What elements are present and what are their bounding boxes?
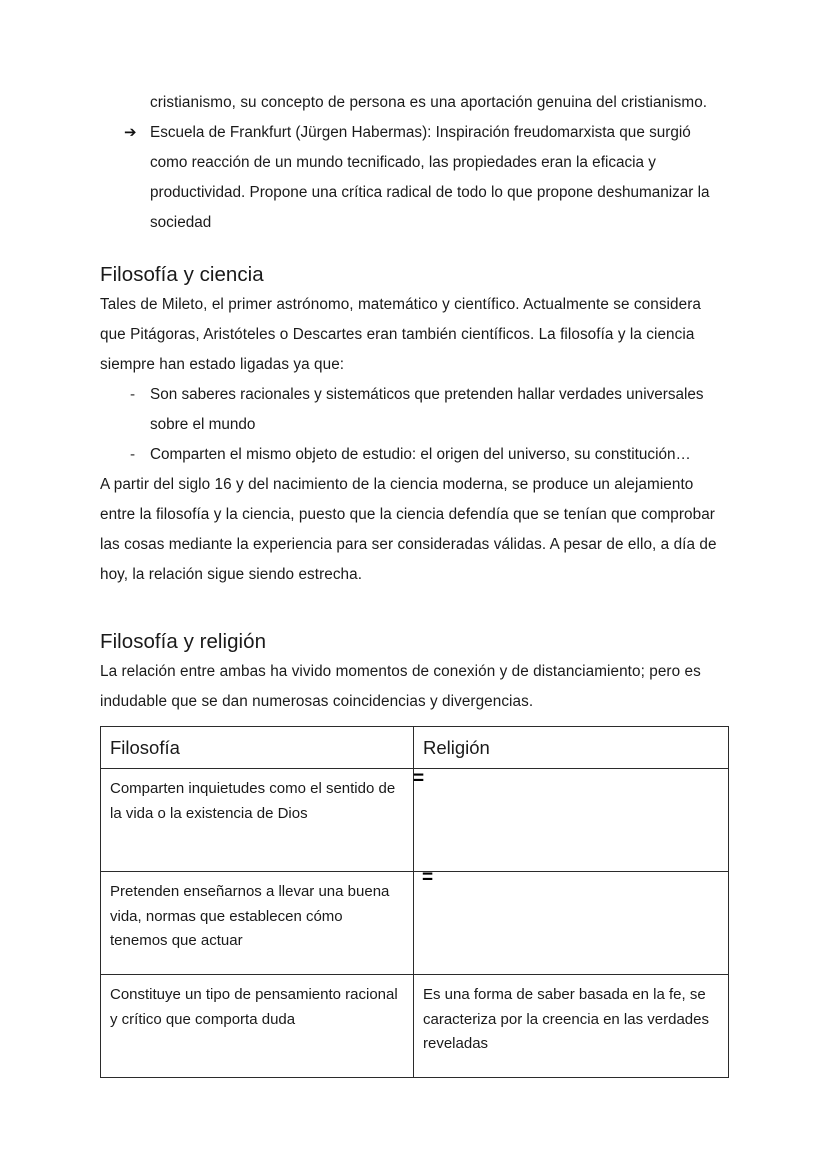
table-header-religion: Religión [414, 727, 729, 769]
cell-religion: Es una forma de saber basada en la fe, se caracteriza por la creencia en las verdades reveladas [414, 975, 729, 1078]
dash-bullet-icon: - [130, 446, 136, 463]
comparison-table [100, 726, 729, 1078]
list-item [100, 380, 728, 440]
document-content [100, 88, 728, 1078]
ciencia-outro-paragraph: A partir del siglo 16 y del nacimiento de la ciencia moderna, se produce un alejamiento entre la filosofía y la ciencia, puesto que la ciencia defendía que se tenían que comprobar las cosas mediante la experiencia para ser consideradas válidas. A pesar de ello, a día de hoy, la relación sigue siendo estrecha. [100, 476, 717, 583]
cell-filosofia: Comparten inquietudes como el sentido de la vida o la existencia de Dios [101, 769, 414, 872]
table-row [101, 872, 729, 975]
table-row [101, 975, 729, 1078]
cell-religion [414, 769, 729, 872]
table-row [101, 769, 729, 872]
religion-intro-paragraph: La relación entre ambas ha vivido momentos de conexión y de distanciamiento; pero es indudable que se dan numerosas coincidencias y divergencias. [100, 663, 701, 710]
cell-filosofia: Constituye un tipo de pensamiento racional y crítico que comporta duda [101, 975, 414, 1078]
section-heading-ciencia: Filosofía y ciencia [100, 263, 264, 286]
cell-religion [414, 867, 729, 975]
dash-bullet-icon: - [130, 386, 136, 403]
cell-filosofia: Pretenden enseñarnos a llevar una buena vida, normas que establecen cómo tenemos que actuar [101, 872, 414, 975]
continuation-paragraph: cristianismo, su concepto de persona es una aportación genuina del cristianismo. [150, 94, 708, 111]
arrow-right-icon: ➔ [124, 124, 137, 141]
table-header-filosofia: Filosofía [101, 727, 414, 769]
arrow-bullet-list [100, 118, 728, 238]
table-header-row [101, 727, 729, 769]
equals-icon: = [422, 867, 434, 888]
list-item-text: Son saberes racionales y sistemáticos que pretenden hallar verdades universales sobre el mundo [150, 386, 704, 433]
dash-bullet-list-ciencia [100, 380, 728, 470]
list-item [100, 118, 728, 238]
table-head [101, 727, 729, 769]
ciencia-intro-paragraph: Tales de Mileto, el primer astrónomo, matemático y científico. Actualmente se considera que Pitágoras, Aristóteles o Descartes eran también científicos. La filosofía y la ciencia siempre han estado ligadas ya que: [100, 296, 701, 373]
section-heading-religion: Filosofía y religión [100, 630, 267, 653]
table-body [101, 769, 729, 1078]
list-item-text: Comparten el mismo objeto de estudio: el origen del universo, su constitución… [150, 446, 691, 463]
equals-icon: = [413, 768, 425, 789]
list-item [100, 440, 728, 470]
list-item-text: Escuela de Frankfurt (Jürgen Habermas): Inspiración freudomarxista que surgió como reacción de un mundo tecnificado, las propiedades eran la eficacia y productividad. Propone una crítica radical de todo lo que propone deshumanizar la sociedad [150, 124, 710, 231]
